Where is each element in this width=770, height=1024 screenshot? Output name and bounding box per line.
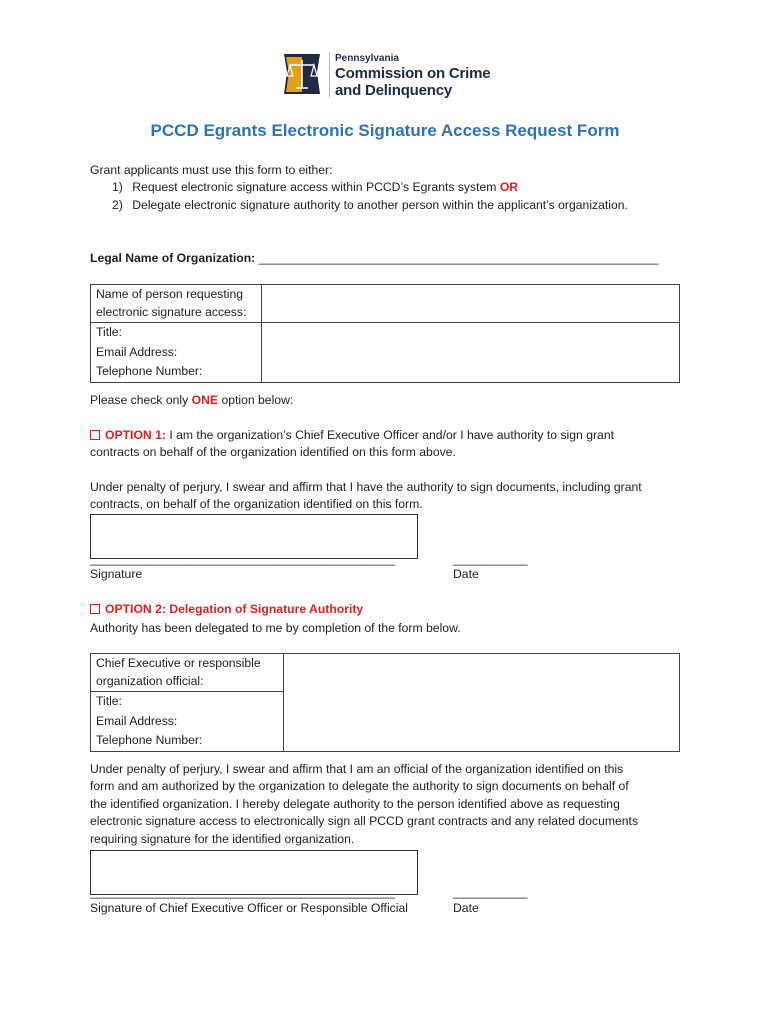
legal-name-field[interactable]: ___________________________________________________________: [258, 251, 659, 265]
option-1-text-line1: I am the organization’s Chief Executive Officer and/or I have authority to sign grant: [169, 428, 614, 442]
table-row: [91, 285, 680, 323]
requester-email-label: Email Address:: [91, 343, 262, 363]
intro-item-1-number: 1): [112, 180, 123, 194]
table-row: [91, 323, 680, 343]
table-row: [91, 654, 680, 692]
official-info-table: [90, 653, 680, 752]
option-2-perjury-line3: the identified organization. I hereby delegate authority to the person identified above as requesting: [90, 797, 620, 811]
check-prompt-after: option below:: [221, 393, 294, 407]
option-2-perjury-line1: Under penalty of perjury, I swear and affirm that I am an official of the organization identified on this: [90, 762, 624, 776]
option-2-row: [90, 601, 363, 619]
option-1-date-label: Date: [453, 567, 479, 581]
keystone-scales-icon: [280, 52, 324, 96]
option-1-label: OPTION 1:: [105, 428, 166, 442]
option-1-signature-label: Signature: [90, 567, 143, 581]
option-2-label: OPTION 2: Delegation of Signature Authority: [105, 602, 364, 616]
intro-lead: Grant applicants must use this form to either:: [90, 163, 333, 177]
legal-name-label: Legal Name of Organization:: [90, 251, 256, 265]
logo-name-line1: Commission on Crime: [335, 65, 491, 82]
option-2-signature-label: Signature of Chief Executive Officer or Responsible Official: [90, 901, 408, 915]
option-1-text-line2: contracts on behalf of the organization identified on this form above.: [90, 445, 456, 459]
logo-state-text: Pennsylvania: [335, 53, 399, 64]
option-1-row: [90, 427, 614, 445]
requester-name-label: Name of person requesting electronic signature access:: [91, 285, 262, 323]
legal-name-row: [90, 250, 659, 268]
official-name-label: Chief Executive or responsible organization official:: [91, 654, 284, 692]
check-prompt: [90, 392, 293, 410]
option-2-date-line[interactable]: ___________: [453, 885, 528, 899]
official-title-label: Title:: [91, 692, 284, 712]
option-2-date-label: Date: [453, 901, 479, 915]
page-title: PCCD Egrants Electronic Signature Access Request Form: [150, 121, 620, 140]
option-1-perjury-line1: Under penalty of perjury, I swear and affirm that I have the authority to sign documents, including grant: [90, 480, 642, 494]
option-2-perjury-line2: form and am authorized by the organization to delegate the authority to sign documents on behalf of: [90, 779, 629, 793]
intro-item-1-or: OR: [499, 180, 519, 194]
official-info-field[interactable]: [284, 654, 680, 752]
option-2-subtext: Authority has been delegated to me by completion of the form below.: [90, 621, 461, 635]
option-1-signature-line: _____________________________________________: [90, 552, 396, 566]
pccd-logo: [280, 48, 520, 104]
intro-item-2: [112, 197, 628, 215]
check-prompt-before: Please check only: [90, 393, 189, 407]
intro-item-1: [112, 179, 518, 197]
official-email-label: Email Address:: [91, 712, 284, 732]
option-2-signature-line: _____________________________________________: [90, 885, 396, 899]
intro-item-2-number: 2): [112, 198, 123, 212]
intro-item-2-text: Delegate electronic signature authority to another person within the applicant’s organization.: [132, 198, 628, 212]
option-2-checkbox[interactable]: [90, 604, 100, 614]
intro-item-1-text: Request electronic signature access within PCCD’s Egrants system: [132, 180, 497, 194]
requester-phone-label: Telephone Number:: [91, 362, 262, 382]
official-phone-label: Telephone Number:: [91, 731, 284, 751]
option-1-perjury-line2: contracts, on behalf of the organization identified on this form.: [90, 497, 423, 511]
requester-contact-field[interactable]: [262, 323, 680, 383]
logo-divider: [329, 52, 330, 98]
check-prompt-one: ONE: [191, 393, 219, 407]
option-1-date-line[interactable]: ___________: [453, 552, 528, 566]
requester-info-table: [90, 284, 680, 383]
requester-name-field[interactable]: [262, 285, 680, 323]
requester-title-label: Title:: [91, 323, 262, 343]
option-1-checkbox[interactable]: [90, 430, 100, 440]
logo-name-line2: and Delinquency: [335, 82, 453, 99]
option-2-perjury-line5: requiring signature for the identified organization.: [90, 832, 355, 846]
option-2-perjury-line4: electronic signature access to electronically sign all PCCD grant contracts and any related documents: [90, 814, 639, 828]
